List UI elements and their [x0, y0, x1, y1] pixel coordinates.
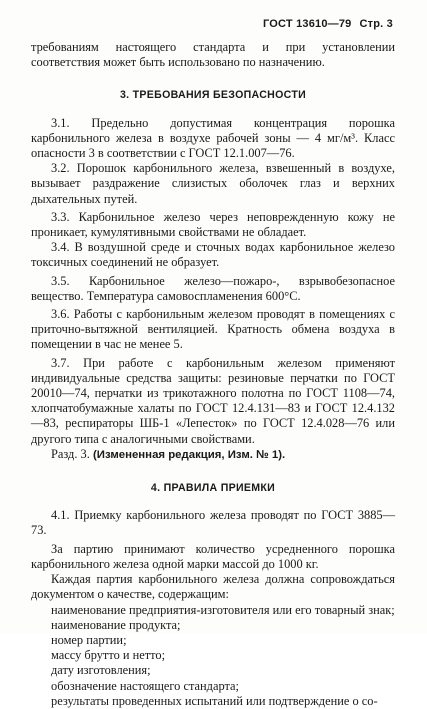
revision-note-prefix: Разд. 3.	[51, 446, 90, 461]
clause-3-4: 3.4. В воздушной среде и сточных водах карбонильное железо токсичных соединений не образует.	[31, 240, 395, 270]
section-3-heading: 3. ТРЕБОВАНИЯ БЕЗОПАСНОСТИ	[119, 89, 307, 102]
clause-3-2: 3.2. Порошок карбонильного железа, взвешенный в воздухе, вызывает раздражение слизистых оболочек глаз и верхних дыхательных путей.	[31, 161, 395, 206]
section-4-heading: 4. ПРАВИЛА ПРИЕМКИ	[150, 482, 276, 495]
list-item: номер партии;	[51, 632, 127, 647]
intro-paragraph: требованиям настоящего стандарта и при установлении соответствия может быть использовано по назначению.	[31, 40, 395, 70]
clause-4-1: 4.1. Приемку карбонильного железа проводят по ГОСТ 3885—73.	[31, 508, 395, 538]
document-body	[31, 40, 395, 709]
page-header	[263, 17, 393, 32]
list-item: дату изготовления;	[51, 663, 151, 678]
clause-3-6: 3.6. Работы с карбонильным железом проводят в помещениях с приточно-вытяжной вентиляцией. Кратность обмена воздуха в помещении в час не менее 5.	[31, 307, 395, 352]
list-item: результаты проведенных испытаний или подтверждение о со-	[51, 693, 378, 708]
list-item: наименование продукта;	[51, 617, 181, 632]
quality-document-items	[31, 603, 395, 709]
clause-3-5: 3.5. Карбонильное железо—пожаро-, взрывобезопасное вещество. Температура самовоспламенения 600°С.	[31, 273, 395, 303]
page-number: Стр. 3	[359, 18, 393, 30]
list-item: массу брутто и нетто;	[51, 648, 166, 663]
quality-document-intro: Каждая партия карбонильного железа должна сопровождаться документом о качестве, содержащим:	[31, 572, 395, 602]
batch-definition: За партию принимают количество усредненного порошка карбонильного железа одной марки массой до 1000 кг.	[31, 541, 395, 571]
list-item: наименование предприятия-изготовителя или его товарный знак;	[51, 602, 395, 617]
list-item: обозначение настоящего стандарта;	[51, 678, 240, 693]
standard-number: ГОСТ 13610—79	[262, 18, 352, 30]
clause-3-3: 3.3. Карбонильное железо через неповрежденную кожу не проникает, кумулятивными свойствами не обладает.	[31, 209, 395, 240]
revision-note-bold: (Измененная редакция, Изм. № 1).	[92, 448, 286, 461]
section-3-revision-note	[31, 447, 395, 463]
clause-3-7: 3.7. При работе с карбонильным железом применяют индивидуальные средства защиты: резиновые перчатки по ГОСТ 20010—74, перчатки из трикотажного полотна по ГОСТ 1108—74, хлопчатобумажные халаты по ГОСТ 12.4.131—83 и ГОСТ 12.4.132—83, респираторы ШБ-1 «Лепесток» по ГОСТ 12.4.028—76 или другого типа с аналогичными свойствами.	[31, 355, 395, 446]
clause-3-1: 3.1. Предельно допустимая концентрация порошка карбонильного железа в воздухе рабочей зоны — 4 мг/м³. Класс опасности 3 в соответствии с ГОСТ 12.1.007—76.	[31, 115, 395, 161]
